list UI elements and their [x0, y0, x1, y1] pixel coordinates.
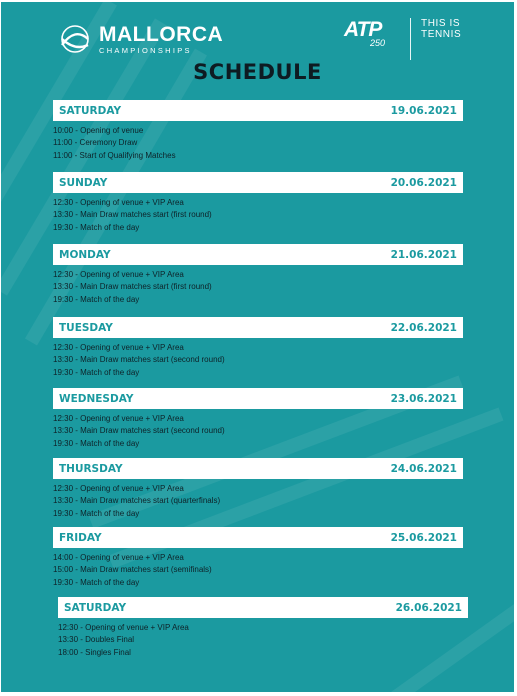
schedule-poster [1, 2, 514, 692]
event-item: 19:30 - Match of the day [53, 438, 140, 448]
day-name: WEDNESDAY [59, 392, 134, 405]
day-name: THURSDAY [59, 462, 123, 475]
event-item: 11:00 - Start of Qualifying Matches [53, 150, 176, 160]
day-date: 22.06.2021 [390, 321, 457, 334]
event-item: 18:00 - Singles Final [58, 647, 131, 657]
event-item: 12:30 - Opening of venue + VIP Area [58, 623, 189, 632]
day-date: 21.06.2021 [390, 248, 457, 261]
event-item: 12:30 - Opening of venue + VIP Area [53, 414, 184, 423]
event-item: 13:30 - Main Draw matches start (first round) [53, 282, 212, 292]
day-header-bar [53, 458, 463, 479]
day-name: SATURDAY [64, 601, 127, 614]
event-list [58, 622, 468, 659]
day-header-bar [53, 317, 463, 338]
event-item: 12:30 - Opening of venue + VIP Area [53, 484, 184, 493]
day-header-bar [53, 100, 463, 121]
day-block [53, 317, 463, 379]
day-block [53, 527, 463, 589]
atp-level: 250 [370, 38, 386, 48]
event-item: 13:30 - Main Draw matches start (second round) [53, 426, 225, 436]
day-date: 25.06.2021 [390, 531, 457, 544]
event-item: 11:00 - Ceremony Draw [53, 138, 138, 148]
day-date: 23.06.2021 [390, 392, 457, 405]
event-item: 15:00 - Main Draw matches start (semifinals) [53, 565, 212, 575]
tagline-line-2: TENNIS [421, 29, 462, 40]
tennis-ball-logo-icon [58, 25, 92, 53]
day-name: FRIDAY [59, 531, 102, 544]
day-header-bar [53, 172, 463, 193]
day-header-bar [53, 527, 463, 548]
event-list [53, 125, 463, 162]
brand-name: MALLORCA [99, 23, 224, 46]
brand-subtitle: CHAMPIONSHIPS [99, 46, 192, 55]
event-item: 12:30 - Opening of venue + VIP Area [53, 198, 184, 207]
day-name: SUNDAY [59, 176, 108, 189]
event-item: 19:30 - Match of the day [53, 577, 140, 587]
event-item: 14:00 - Opening of venue + VIP Area [53, 553, 184, 562]
day-block [53, 244, 463, 306]
event-item: 12:30 - Opening of venue + VIP Area [53, 343, 184, 352]
day-block [53, 388, 463, 450]
day-date: 26.06.2021 [395, 601, 462, 614]
day-date: 24.06.2021 [390, 462, 457, 475]
event-list [53, 197, 463, 234]
day-block [53, 458, 463, 520]
event-list [53, 483, 463, 520]
day-name: SATURDAY [59, 104, 122, 117]
page-title: SCHEDULE [193, 60, 322, 84]
day-header-bar [53, 388, 463, 409]
event-item: 13:30 - Main Draw matches start (second round) [53, 355, 225, 365]
mallorca-championships-logo [58, 24, 223, 55]
day-name: TUESDAY [59, 321, 113, 334]
day-date: 19.06.2021 [390, 104, 457, 117]
day-block [58, 597, 468, 659]
event-item: 10:00 - Opening of venue [53, 126, 144, 135]
day-block [53, 172, 463, 234]
event-list [53, 342, 463, 379]
atp-wordmark: ATP [344, 18, 382, 41]
event-item: 19:30 - Match of the day [53, 367, 140, 377]
tagline-line-1: THIS IS [421, 18, 461, 29]
event-item: 13:30 - Main Draw matches start (quarterfinals) [53, 496, 221, 506]
day-block [53, 100, 463, 162]
event-list [53, 269, 463, 306]
event-item: 13:30 - Doubles Final [58, 635, 135, 645]
day-name: MONDAY [59, 248, 111, 261]
event-item: 19:30 - Match of the day [53, 222, 140, 232]
event-item: 12:30 - Opening of venue + VIP Area [53, 270, 184, 279]
event-list [53, 552, 463, 589]
event-item: 13:30 - Main Draw matches start (first round) [53, 210, 212, 220]
event-item: 19:30 - Match of the day [53, 294, 140, 304]
day-header-bar [53, 244, 463, 265]
day-header-bar [58, 597, 468, 618]
day-date: 20.06.2021 [390, 176, 457, 189]
atp-logo [344, 18, 461, 60]
event-list [53, 413, 463, 450]
logo-divider [410, 18, 411, 60]
event-item: 19:30 - Match of the day [53, 508, 140, 518]
